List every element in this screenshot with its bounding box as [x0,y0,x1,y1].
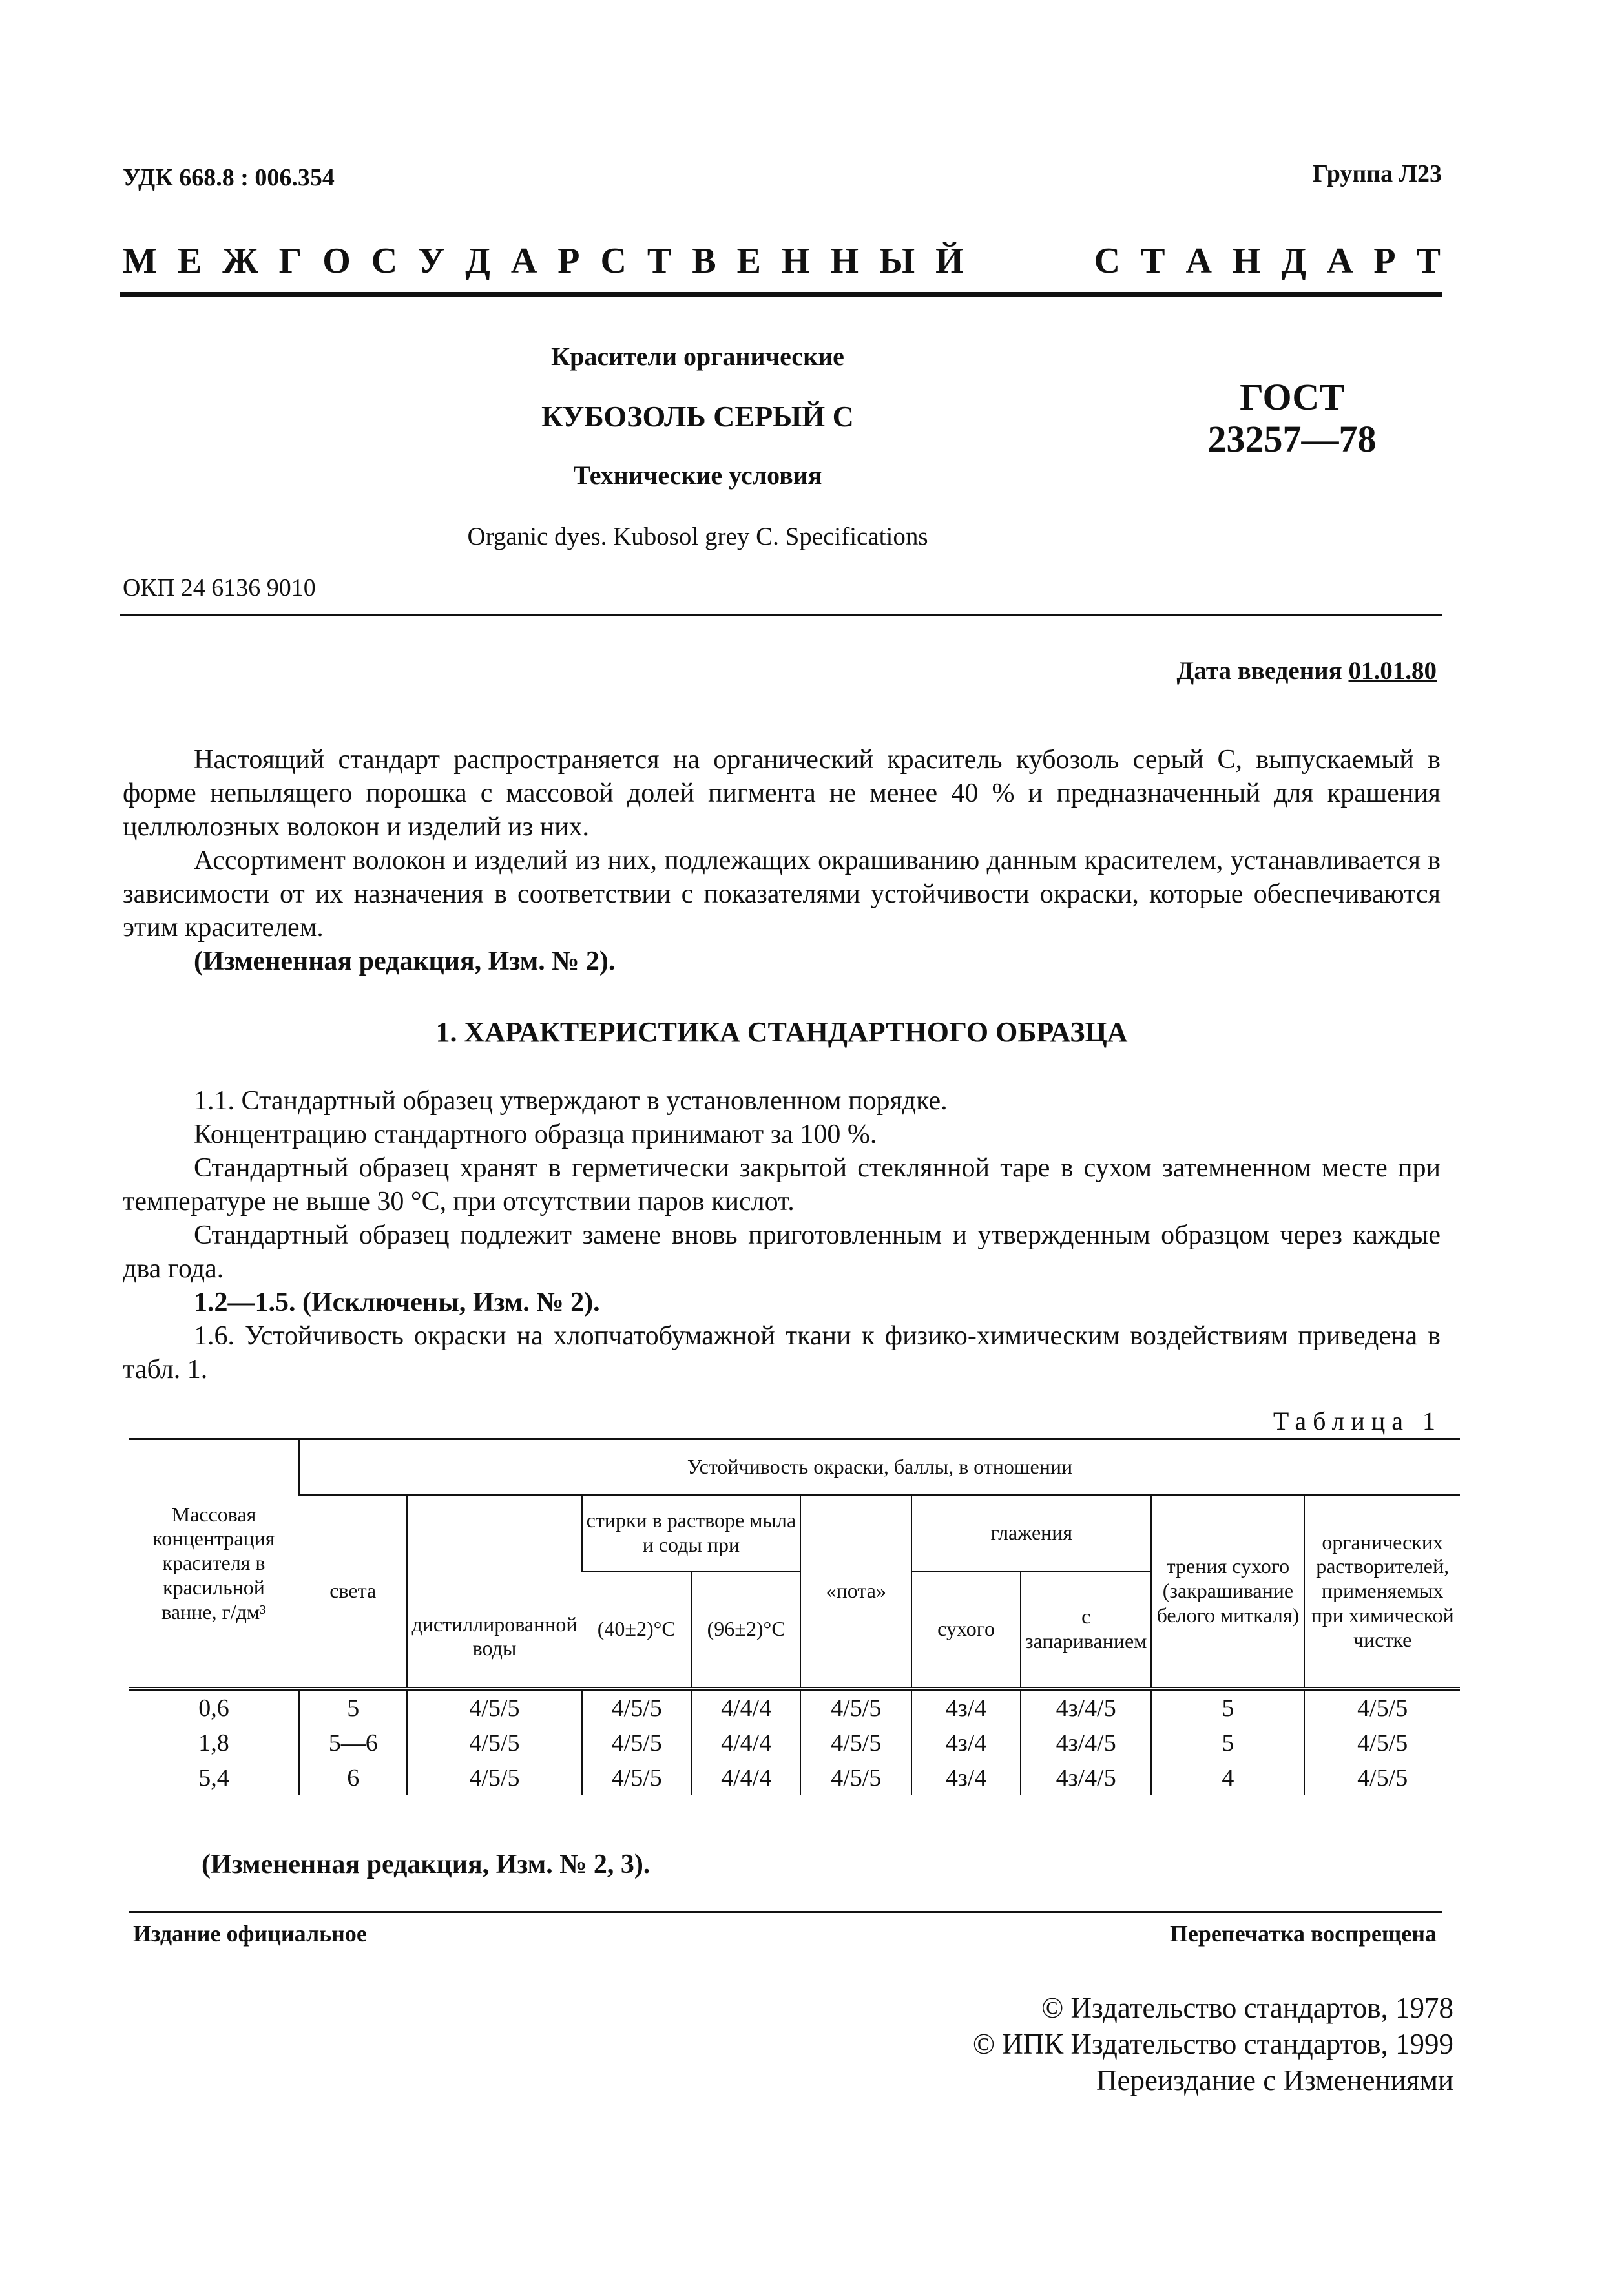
table-cell: 4/5/5 [1304,1689,1460,1726]
table-cell: 4з/4 [911,1760,1021,1795]
section-1-paragraph-5: 1.2—1.5. (Исключены, Изм. № 2). [194,1288,600,1317]
gost-label: ГОСТ [1240,376,1344,418]
table-cell: 5 [299,1689,408,1726]
table-cell: 4з/4/5 [1021,1726,1151,1760]
official-edition: Издание официальное [133,1921,367,1947]
section-1-paragraph-4: Стандартный образец подлежит замене вновь приготовленным и утвержденным образцом через каждые два года. [123,1220,1441,1284]
table-cell: 4з/4/5 [1021,1760,1151,1795]
fastness-table [129,1438,1460,1795]
table-cell: 4з/4 [911,1689,1021,1726]
table-cell: 4з/4 [911,1726,1021,1760]
table-cell: 4/4/4 [692,1726,800,1760]
udk-code: УДК 668.8 : 006.354 [123,164,335,191]
banner-rule [120,292,1442,297]
footer-rule [129,1911,1442,1913]
table-cell: 4/5/5 [582,1689,692,1726]
copyright-1978: © Издательство стандартов, 1978 [1041,1992,1453,2024]
table-amendment-note: (Измененная редакция, Изм. № 2, 3). [202,1850,651,1879]
reprint-forbidden: Перепечатка воспрещена [1169,1921,1437,1947]
section-1-paragraph-3: Стандартный образец хранят в герметически закрытой стеклянной таре в сухом затемненном месте при температуре не выше 30 °С, при отсутствии паров кислот. [123,1153,1441,1216]
table-caption: Таблица 1 [1273,1406,1442,1436]
banner-left: М Е Ж Г О С У Д А Р С Т В Е Н Н Ы Й [123,241,964,281]
section-1-title: 1. ХАРАКТЕРИСТИКА СТАНДАРТНОГО ОБРАЗЦА [435,1016,1128,1048]
table-cell: 4/5/5 [407,1726,581,1760]
section-1-paragraph-2: Концентрацию стандартного образца принимают за 100 %. [194,1120,877,1149]
header-light: света [299,1495,408,1689]
intro-date [1177,656,1437,685]
title-rule [120,614,1442,616]
table-cell: 4/5/5 [582,1760,692,1795]
table-cell: 4/5/5 [582,1726,692,1760]
title-line-1: Красители органические [551,342,844,371]
header-water: дистиллированной воды [407,1495,581,1689]
group-code: Группа Л23 [1312,160,1442,187]
intro-date-label: Дата введения [1176,657,1342,685]
table-cell: 5—6 [299,1726,408,1760]
title-english: Organic dyes. Kubosol grey С. Specifications [467,523,928,550]
header-rubbing: трения сухого (закрашивание белого миткаля) [1151,1495,1304,1689]
reissue-note: Переиздание с Изменениями [1096,2064,1453,2096]
table-cell: 4/4/4 [692,1689,800,1726]
header-fastness-group: Устойчивость окраски, баллы, в отношении [299,1439,1460,1496]
table-cell: 4з/4/5 [1021,1689,1151,1726]
table-cell: 4/5/5 [1304,1726,1460,1760]
intro-paragraph-1: Настоящий стандарт распространяется на органический краситель кубозоль серый С, выпускаемый в форме непылящего порошка с массовой долей пигмента не менее 40 % и предназначенный для крашения целлюлозных волокон и изделий из них. [123,745,1441,842]
table-cell: 1,8 [198,1729,229,1757]
table-cell: 5 [1151,1726,1304,1760]
table-cell: 4/5/5 [800,1760,911,1795]
table-row [129,1689,1460,1726]
header-ironing: глажения [911,1495,1151,1571]
header-iron-dry: сухого [911,1571,1021,1689]
table-row [129,1760,1460,1795]
table-cell: 4/5/5 [800,1689,911,1726]
table-row [129,1726,1460,1760]
table-cell: 4 [1151,1760,1304,1795]
intro-paragraph-2: Ассортимент волокон и изделий из них, подлежащих окрашиванию данным красителем, устанавливается в зависимости от их назначения в соответствии с показателями устойчивости окраски, которые обеспечиваются этим красителем. [123,846,1441,943]
header-wash: стирки в растворе мыла и соды при [582,1495,801,1571]
table-cell: 4/5/5 [407,1689,581,1726]
okp-code: ОКП 24 6136 9010 [123,574,316,601]
table-cell: 5 [1151,1689,1304,1726]
gost-designation [1176,377,1408,461]
table-cell: 4/5/5 [800,1726,911,1760]
intro-text [123,743,1441,978]
table-cell: 4/5/5 [1304,1760,1460,1795]
title-line-3: Технические условия [573,461,822,490]
section-1-paragraph-6: 1.6. Устойчивость окраски на хлопчатобумажной ткани к физико-химическим воздействиям приведена в табл. 1. [123,1321,1441,1384]
header-sweat: «пота» [800,1495,911,1689]
title-line-2: КУБОЗОЛЬ СЕРЫЙ С [541,400,854,433]
gost-number: 23257—78 [1207,417,1377,460]
table-cell: 0,6 [198,1694,229,1722]
copyright-1999: © ИПК Издательство стандартов, 1999 [972,2028,1453,2060]
table-cell: 4/4/4 [692,1760,800,1795]
section-1-text [123,1084,1441,1386]
header-iron-steam: с запариванием [1021,1571,1151,1689]
banner-right: С Т А Н Д А Р Т [1094,241,1441,281]
header-solvents: органических растворителей, применяемых при химической чистке [1304,1495,1460,1689]
section-1-paragraph-1: 1.1. Стандартный образец утверждают в установленном порядке. [194,1086,948,1116]
table-cell: 5,4 [198,1764,229,1791]
standard-banner [123,240,1441,282]
table-cell: 6 [299,1760,408,1795]
header-wash-96: (96±2)°С [692,1571,800,1689]
intro-amendment-note: (Измененная редакция, Изм. № 2). [194,946,616,976]
header-wash-40: (40±2)°С [582,1571,692,1689]
copyright-block [973,1990,1453,2098]
header-mass-concentration: Массовая концентрация красителя в красильной ванне, г/дм³ [152,1502,275,1623]
intro-date-value: 01.01.80 [1348,657,1437,685]
table-cell: 4/5/5 [407,1760,581,1795]
